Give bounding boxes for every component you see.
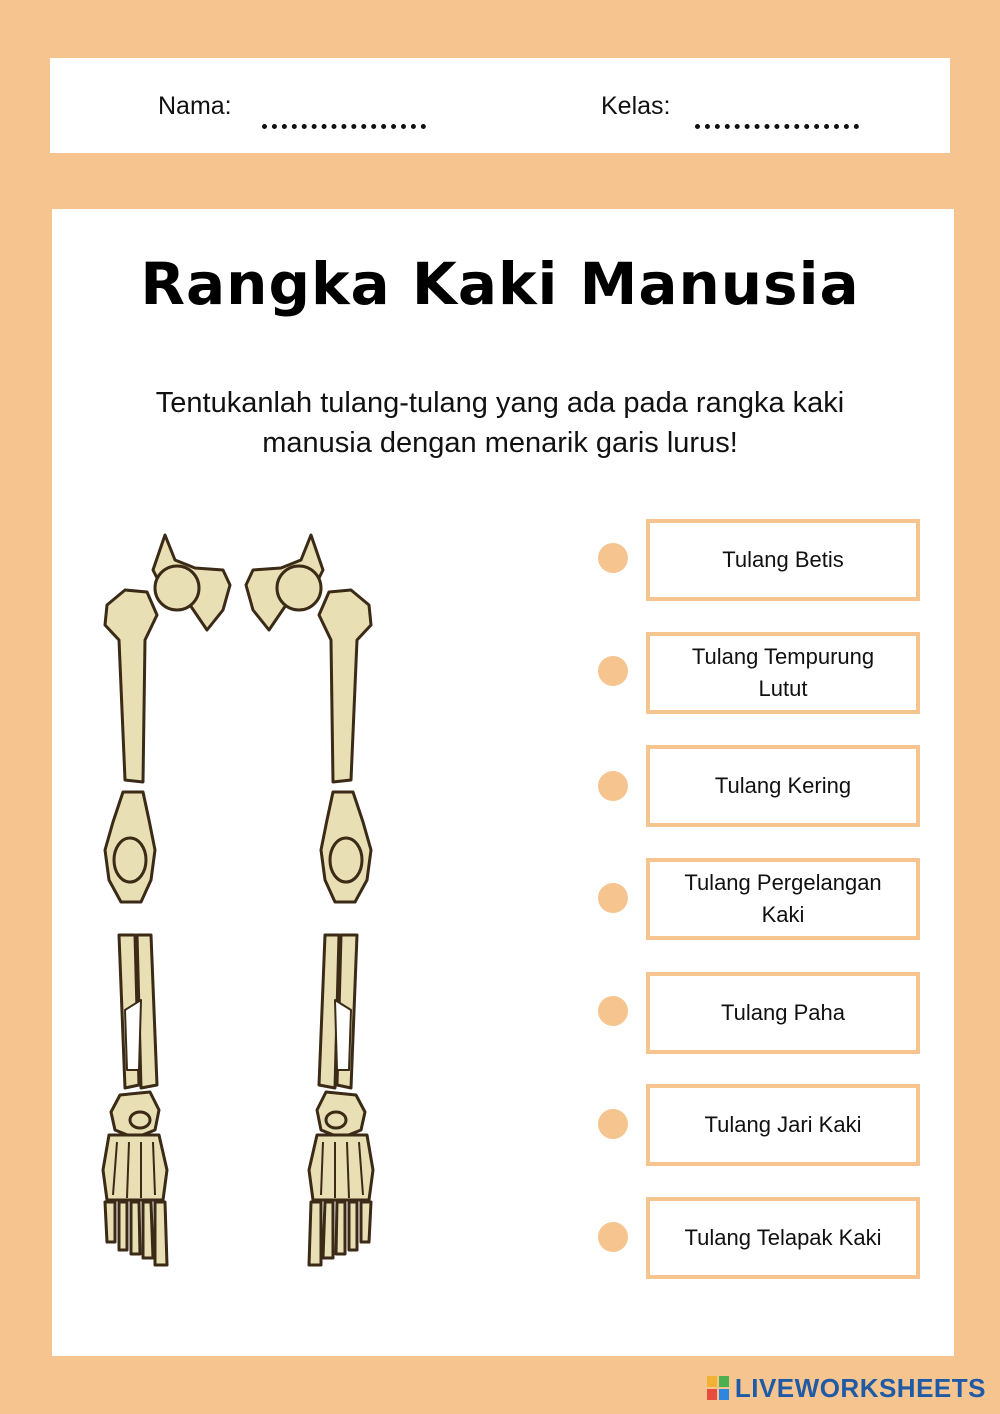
option-label: Tulang Pergelangan Kaki [684,870,882,927]
leg-skeleton-illustration [95,530,385,1270]
match-dot-1[interactable] [598,543,628,573]
liveworksheets-logo-icon [707,1376,731,1402]
option-box-5[interactable] [646,972,920,1054]
match-dot-7[interactable] [598,1222,628,1252]
option-label: Tulang Paha [721,1000,845,1025]
option-label: Tulang Jari Kaki [704,1112,862,1137]
class-field[interactable] [695,110,859,129]
instruction-text: Tentukanlah tulang-tulang yang ada pada rangka kaki manusia dengan menarik garis lurus! [155,387,845,459]
option-box-6[interactable] [646,1084,920,1166]
brand-name: LIVEWORKSHEETS [734,1373,986,1403]
option-box-2[interactable] [646,632,920,714]
option-box-4[interactable] [646,858,920,940]
match-dot-3[interactable] [598,771,628,801]
page-title: Rangka Kaki Manusia [140,250,860,318]
brand-logo [707,1373,986,1404]
class-label: Kelas: [601,92,671,120]
option-box-3[interactable] [646,745,920,827]
option-label: Tulang Kering [714,773,852,798]
option-box-7[interactable] [646,1197,920,1279]
match-dot-6[interactable] [598,1109,628,1139]
name-field[interactable] [262,110,426,129]
option-label: Tulang Betis [722,547,844,572]
option-box-1[interactable] [646,519,920,601]
match-dot-5[interactable] [598,996,628,1026]
match-dot-2[interactable] [598,656,628,686]
option-label: Tulang Telapak Kaki [684,1225,882,1250]
match-dot-4[interactable] [598,883,628,913]
option-label: Tulang Tempurung Lutut [691,644,875,701]
name-label: Nama: [158,92,232,120]
